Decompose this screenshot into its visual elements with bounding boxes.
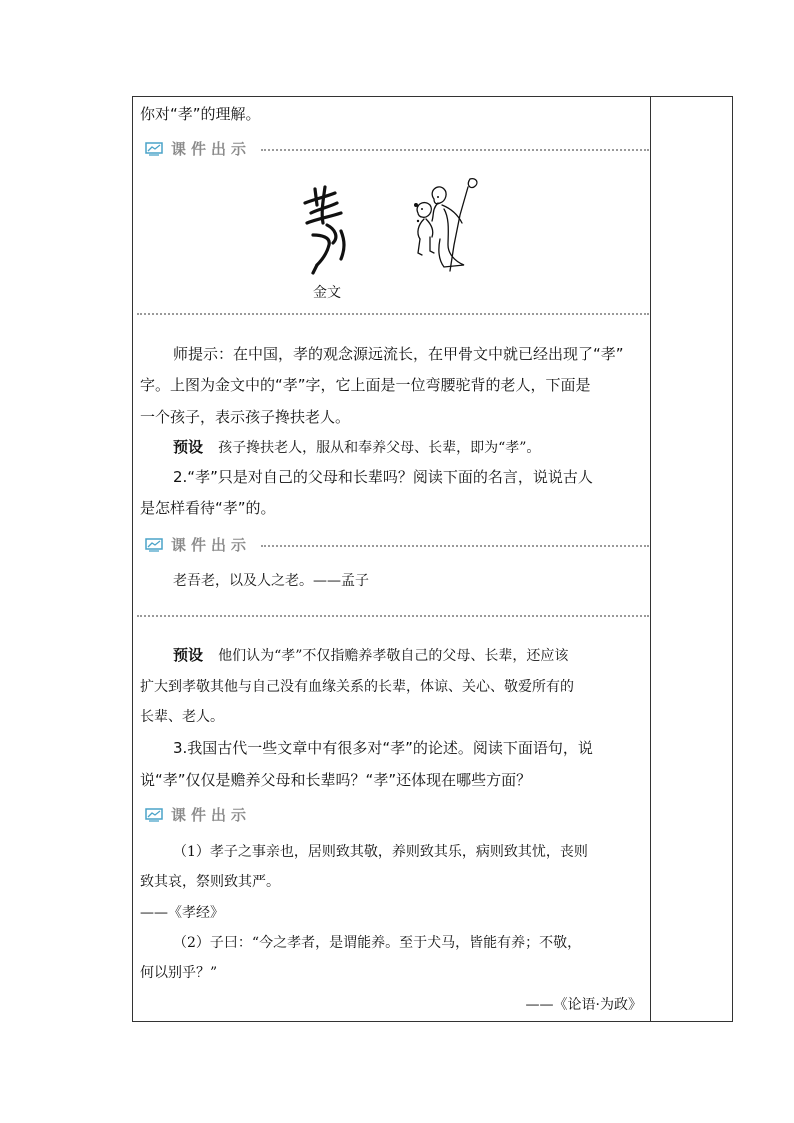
chart-board-icon (145, 538, 163, 552)
preset-text: 他们认为“孝”不仅指赡养孝敬自己的父母、长辈，还应该 (218, 648, 569, 664)
preset-label: 预设 (173, 646, 204, 664)
quote-source: ——《论语·为政》 (525, 997, 642, 1013)
classic-quote-line: 何以别乎？” (140, 965, 218, 981)
chart-board-icon (145, 142, 163, 156)
dotted-separator (137, 313, 649, 315)
preset-block (173, 645, 568, 666)
classic-quote-line: （1）孝子之事亲也，居则致其敬，养则致其乐，病则致其忧，丧则 (173, 844, 588, 860)
mencius-quote: 老吾老，以及人之老。——孟子 (173, 573, 369, 589)
column-divider (650, 97, 651, 1021)
courseware-header (145, 805, 649, 825)
preset-text: 孩子搀扶老人，服从和奉养父母、长辈，即为“孝”。 (218, 440, 541, 456)
dotted-separator (137, 615, 649, 617)
chart-board-icon (145, 808, 163, 822)
elder-child-illustration (408, 175, 480, 273)
courseware-header (145, 535, 649, 555)
quote-source: ——《孝经》 (140, 905, 224, 921)
intro-fragment: 你对“孝”的理解。 (140, 105, 261, 123)
bronze-script-xiao-glyph (301, 183, 353, 275)
question-line: 说“孝”仅仅是赡养父母和长辈吗？“孝”还体现在哪些方面？ (140, 771, 532, 789)
figure-caption: 金文 (313, 285, 341, 301)
preset-text: 长辈、老人。 (140, 709, 224, 725)
question-line: 是怎样看待“孝”的。 (140, 499, 276, 517)
preset-label: 预设 (173, 438, 204, 456)
preset-block (173, 437, 540, 458)
classic-quote-line: （2）子曰：“今之孝者，是谓能养。至于犬马，皆能有养；不敬， (173, 935, 582, 951)
courseware-label: 课件出示 (171, 140, 252, 158)
lesson-table (132, 96, 733, 1022)
courseware-label: 课件出示 (171, 806, 252, 824)
dotted-rule (261, 149, 649, 151)
question-line: 3.我国古代一些文章中有很多对“孝”的论述。阅读下面语句，说 (173, 739, 593, 757)
courseware-label: 课件出示 (171, 536, 252, 554)
teacher-tip-line: 师提示：在中国，孝的观念源远流长，在甲骨文中就已经出现了“孝” (173, 345, 624, 363)
courseware-header (145, 139, 649, 159)
dotted-rule (261, 545, 649, 547)
preset-text: 扩大到孝敬其他与自己没有血缘关系的长辈，体谅、关心、敬爱所有的 (140, 679, 574, 695)
teacher-tip-line: 字。上图为金文中的“孝”字，它上面是一位弯腰驼背的老人，下面是 (140, 376, 591, 394)
classic-quote-line: 致其哀，祭则致其严。 (140, 874, 280, 890)
question-line: 2.“孝”只是对自己的父母和长辈吗？阅读下面的名言，说说古人 (173, 468, 593, 486)
teacher-tip-line: 一个孩子，表示孩子搀扶老人。 (140, 408, 351, 426)
